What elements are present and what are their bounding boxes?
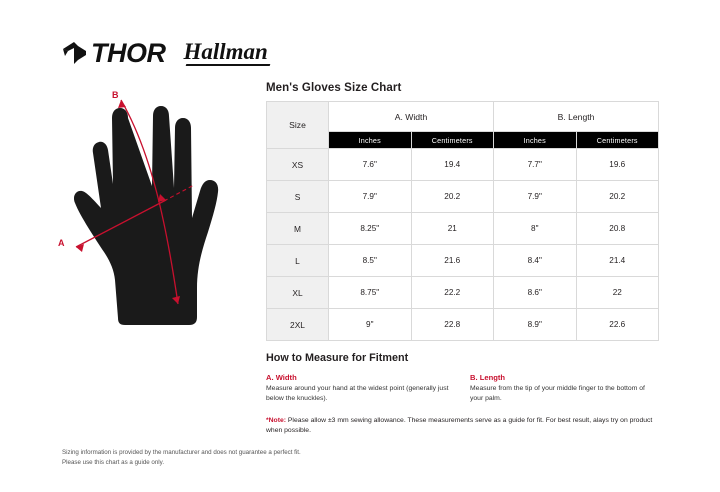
- cell-length-centimeters: 22: [576, 277, 659, 309]
- cell-width-centimeters: 21: [411, 213, 494, 245]
- glove-hand-measurement-diagram: [56, 92, 246, 327]
- cell-length-inches: 7.7": [494, 149, 577, 181]
- cell-width-centimeters: 22.2: [411, 277, 494, 309]
- size-chart-table: [266, 101, 659, 341]
- cell-length-centimeters: 20.2: [576, 181, 659, 213]
- column-header-length-inches: Inches: [494, 132, 577, 149]
- thor-logo: [62, 37, 166, 68]
- footer-disclaimer: [62, 448, 392, 468]
- footer-line-1: Sizing information is provided by the manufacturer and does not guarantee a perfect fit.: [62, 449, 301, 456]
- column-header-width-centimeters: Centimeters: [411, 132, 494, 149]
- how-to-length-text: Measure from the tip of your middle finger to the bottom of your palm.: [470, 385, 645, 402]
- cell-size: 2XL: [267, 309, 329, 341]
- cell-width-centimeters: 22.8: [411, 309, 494, 341]
- size-chart-section: [266, 82, 658, 341]
- page-title: Men's Gloves Size Chart: [266, 82, 402, 94]
- cell-width-centimeters: 21.6: [411, 245, 494, 277]
- thor-hammer-icon: [62, 40, 88, 66]
- cell-length-inches: 8": [494, 213, 577, 245]
- cell-size: XS: [267, 149, 329, 181]
- cell-length-inches: 8.6": [494, 277, 577, 309]
- table-row: [267, 181, 659, 213]
- cell-length-centimeters: 20.8: [576, 213, 659, 245]
- column-header-length-centimeters: Centimeters: [576, 132, 659, 149]
- cell-width-inches: 7.9": [329, 181, 412, 213]
- measurement-note: [266, 416, 658, 436]
- table-row: [267, 277, 659, 309]
- table-row: [267, 213, 659, 245]
- column-header-width-group: A. Width: [329, 102, 494, 132]
- cell-length-centimeters: 22.6: [576, 309, 659, 341]
- hallman-logo-text: Hallman: [183, 39, 268, 64]
- cell-length-inches: 7.9": [494, 181, 577, 213]
- hallman-underline: [185, 64, 270, 66]
- cell-width-centimeters: 19.4: [411, 149, 494, 181]
- cell-length-inches: 8.9": [494, 309, 577, 341]
- cell-length-centimeters: 21.4: [576, 245, 659, 277]
- cell-length-inches: 8.4": [494, 245, 577, 277]
- how-to-length-heading: B. Length: [470, 373, 506, 382]
- table-row: [267, 149, 659, 181]
- table-row: [267, 245, 659, 277]
- table-header-group-row: [267, 102, 659, 132]
- how-to-measure-title: How to Measure for Fitment: [266, 352, 409, 364]
- how-to-measure-section: [266, 352, 658, 435]
- cell-width-inches: 7.6": [329, 149, 412, 181]
- note-label: *Note:: [266, 416, 287, 424]
- glove-silhouette: [56, 92, 246, 327]
- cell-width-inches: 8.5": [329, 245, 412, 277]
- cell-width-inches: 8.75": [329, 277, 412, 309]
- note-text: Please allow ±3 mm sewing allowance. These measurements serve as a guide for fit. For best result, alays try on product when possible.: [266, 416, 653, 434]
- diagram-label-width: A: [58, 238, 65, 248]
- cell-size: M: [267, 213, 329, 245]
- how-to-width-heading: A. Width: [266, 373, 297, 382]
- cell-width-centimeters: 20.2: [411, 181, 494, 213]
- cell-size: L: [267, 245, 329, 277]
- how-to-measure-length: [470, 373, 658, 404]
- cell-width-inches: 8.25": [329, 213, 412, 245]
- cell-length-centimeters: 19.6: [576, 149, 659, 181]
- hallman-logo: [184, 40, 268, 66]
- cell-size: S: [267, 181, 329, 213]
- cell-width-inches: 9": [329, 309, 412, 341]
- column-header-width-inches: Inches: [329, 132, 412, 149]
- diagram-label-length: B: [112, 90, 119, 100]
- table-row: [267, 309, 659, 341]
- column-header-length-group: B. Length: [494, 102, 659, 132]
- brand-logo-row: [62, 34, 312, 72]
- thor-logo-text: THOR: [91, 37, 166, 68]
- column-header-size: Size: [267, 102, 329, 149]
- how-to-width-text: Measure around your hand at the widest point (generally just below the knuckles).: [266, 385, 449, 402]
- cell-size: XL: [267, 277, 329, 309]
- how-to-measure-width: [266, 373, 454, 404]
- footer-line-2: Please use this chart as a guide only.: [62, 458, 165, 466]
